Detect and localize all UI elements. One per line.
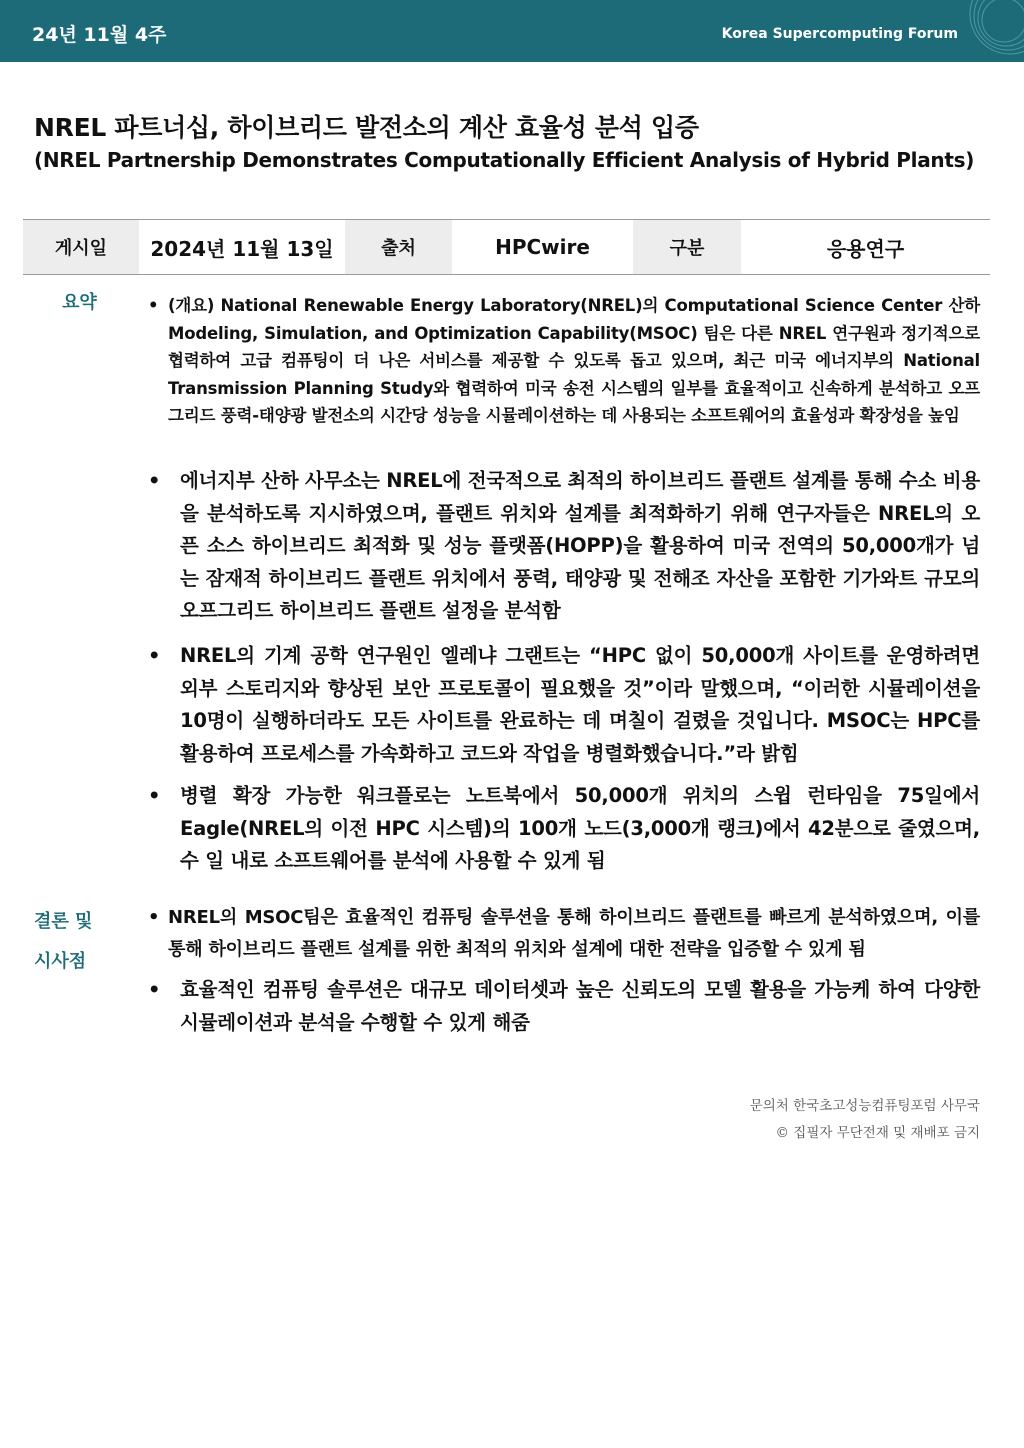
summary-bullet (148, 292, 980, 430)
bullet-icon: • (148, 907, 160, 928)
source-label: 출처 (345, 220, 452, 274)
conclusion-label-line2: 시사점 (34, 951, 87, 972)
forum-name: Korea Supercomputing Forum (721, 26, 958, 42)
summary-bullet (148, 465, 980, 628)
footer-copyright: © 집필자 무단전재 및 재배포 금지 (775, 1125, 980, 1141)
bullet-icon: • (148, 978, 161, 1001)
conclusion-bullet (148, 902, 980, 966)
summary-text: 병렬 확장 가능한 워크플로는 노트북에서 50,000개 위치의 스윕 런타임을 75일에서 Eagle(NREL의 이전 HPC 시스템)의 100개 노드(3,000개 랭크)에서 42분으로 줄였으며, 수 일 내로 소프트웨어를 분석에 사용할 수 있게 됨 (180, 784, 980, 872)
meta-table (23, 219, 990, 275)
conclusion-text: NREL의 MSOC팀은 효율적인 컴퓨팅 솔루션을 통해 하이브리드 플랜트를 빠르게 분석하였으며, 이를 통해 하이브리드 플랜트 설계를 위한 최적의 위치와 설계에 대한 전략을 입증할 수 있게 됨 (168, 907, 980, 960)
posted-label: 게시일 (23, 220, 139, 274)
posted-date: 2024년 11월 13일 (139, 220, 345, 274)
bullet-icon: • (148, 296, 159, 315)
summary-bullet (148, 780, 980, 878)
category-value: 응용연구 (741, 220, 990, 274)
page-title: NREL 파트너십, 하이브리드 발전소의 계산 효율성 분석 입증 (34, 113, 699, 142)
footer-contact: 문의처 한국초고성능컴퓨팅포럼 사무국 (749, 1098, 980, 1114)
summary-text: 에너지부 산하 사무소는 NREL에 전국적으로 최적의 하이브리드 플랜트 설계를 통해 수소 비용을 분석하도록 지시하였으며, 플랜트 위치와 설계를 최적화하기 위해 연구자들은 NREL의 오픈 소스 하이브리드 최적화 및 성능 플랫폼(HOPP)을 활용하여 미국 전역의 50,000개가 넘는 잠재적 하이브리드 플랜트 위치에서 풍력, 태양광 및 전해조 자산을 포함한 기가와트 규모의 오프그리드 하이브리드 플랜트 설정을 분석함 (180, 469, 980, 622)
bullet-icon: • (148, 469, 161, 492)
page-subtitle: (NREL Partnership Demonstrates Computationally Efficient Analysis of Hybrid Plants) (34, 148, 975, 172)
conclusion-label (34, 902, 92, 982)
summary-text: (개요) National Renewable Energy Laboratory(NREL)의 Computational Science Center 산하 Modeling, Simulation, and Optimization Capability(MSOC) 팀은 다른 NREL 연구원과 정기적으로 협력하여 고급 컴퓨팅이 더 나은 서비스를 제공할 수 있도록 돕고 있으며, 최근 미국 에너지부의 National Transmission Planning Study와 협력하여 미국 송전 시스템의 일부를 효율적이고 신속하게 분석하고 오프그리드 풍력-태양광 발전소의 시간당 성능을 시뮬레이션하는 데 사용되는 소프트웨어의 효율성과 확장성을 높임 (168, 296, 980, 425)
wave-decoration-icon (934, 0, 1024, 62)
summary-text: NREL의 기계 공학 연구원인 엘레냐 그랜트는 “HPC 없이 50,000개 사이트를 운영하려면 외부 스토리지와 향상된 보안 프로토콜이 필요했을 것”이라 말했으며, “이러한 시뮬레이션을 10명이 실행하더라도 모든 사이트를 완료하는 데 며칠이 걸렸을 것입니다. MSOC는 HPC를 활용하여 프로세스를 가속화하고 코드와 작업을 병렬화했습니다.”라 밝힘 (180, 644, 980, 765)
source-value: HPCwire (452, 220, 633, 274)
category-label: 구분 (633, 220, 741, 274)
issue-week: 24년 11월 4주 (32, 24, 167, 46)
summary-label: 요약 (62, 292, 97, 313)
conclusion-bullet (148, 974, 980, 1039)
conclusion-label-line1: 결론 및 (34, 911, 93, 932)
summary-bullet (148, 640, 980, 770)
bullet-icon: • (148, 644, 161, 667)
bullet-icon: • (148, 784, 161, 807)
conclusion-text: 효율적인 컴퓨팅 솔루션은 대규모 데이터셋과 높은 신뢰도의 모델 활용을 가능케 하여 다양한 시뮬레이션과 분석을 수행할 수 있게 해줌 (180, 978, 980, 1034)
header-bar (0, 0, 1024, 62)
